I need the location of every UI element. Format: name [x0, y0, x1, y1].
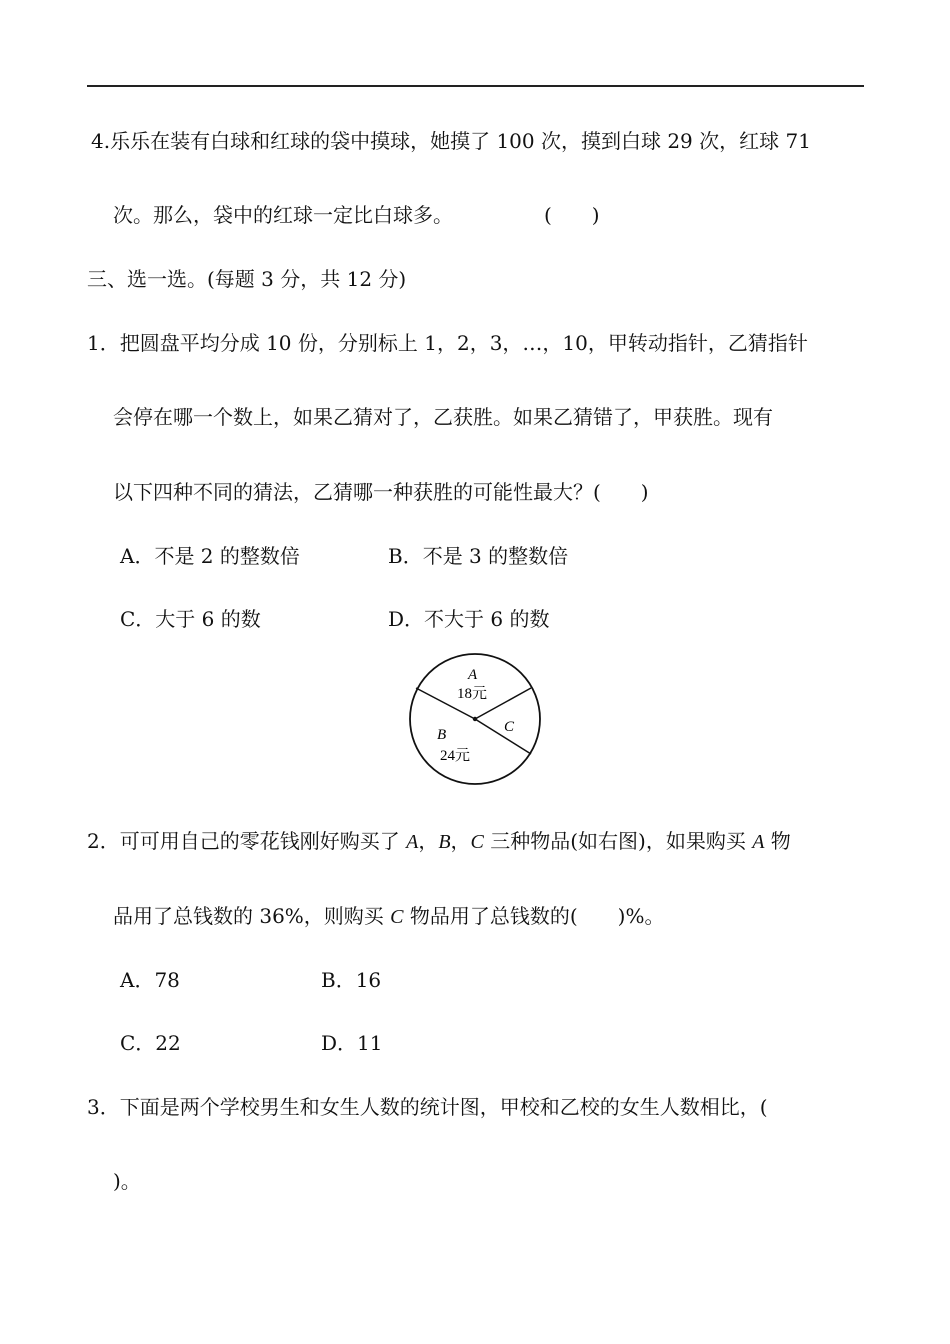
q4-line-2: 次。那么，袋中的红球一定比白球多。 [113, 203, 453, 227]
spending-circle-figure [400, 650, 550, 790]
s3q2-line-2-post: 物品用了总钱数的( )%。 [403, 904, 665, 928]
s3q2-line-1-post: 三种物品(如右图)，如果购买 [483, 829, 753, 853]
s3q1-option-c: C．大于 6 的数 [120, 607, 261, 631]
q4-answer-paren: ( ) [544, 203, 600, 227]
s3q1-line-3: 以下四种不同的猜法，乙猜哪一种获胜的可能性最大？( ) [113, 480, 649, 504]
s3q2-var-a: A [406, 831, 419, 853]
price-b: 24元 [440, 748, 471, 764]
price-a: 18元 [457, 686, 488, 702]
s3q2-line-1-end: 物 [764, 829, 791, 853]
s3q1-line-2: 会停在哪一个数上，如果乙猜对了，乙获胜。如果乙猜错了，甲获胜。现有 [113, 405, 773, 429]
s3q2-sep-2: ， [450, 829, 471, 853]
label-b: B [437, 727, 447, 743]
s3q2-option-c: C．22 [120, 1031, 181, 1055]
header-rule [87, 85, 864, 87]
q4-line-1: 4.乐乐在装有白球和红球的袋中摸球，她摸了 100 次，摸到白球 29 次，红球 71 [91, 129, 811, 153]
s3q1-option-d: D．不大于 6 的数 [388, 607, 550, 631]
s3q3-line-1: 3．下面是两个学校男生和女生人数的统计图，甲校和乙校的女生人数相比，( [87, 1095, 768, 1119]
s3q2-var-a-2: A [752, 831, 765, 853]
s3q2-var-c-2: C [390, 906, 404, 928]
s3q1-option-a: A．不是 2 的整数倍 [120, 544, 300, 568]
s3q2-line-1-pre: 2．可可用自己的零花钱刚好购买了 [87, 829, 407, 853]
s3q1-line-1: 1．把圆盘平均分成 10 份，分别标上 1，2，3，…，10，甲转动指针，乙猜指针 [87, 331, 808, 355]
label-a: A [468, 667, 478, 683]
s3q2-option-d: D．11 [321, 1031, 383, 1055]
s3q2-line-1 [87, 827, 791, 856]
s3q2-option-b: B．16 [321, 968, 382, 992]
s3q2-line-2-pre: 品用了总钱数的 36%，则购买 [113, 904, 391, 928]
s3q2-var-c: C [470, 831, 484, 853]
s3q2-line-2 [113, 902, 664, 931]
section-3-heading: 三、选一选。(每题 3 分，共 12 分) [87, 267, 407, 291]
center-dot [473, 717, 477, 721]
s3q2-var-b: B [438, 831, 451, 853]
s3q2-option-a: A．78 [120, 968, 180, 992]
s3q1-option-b: B．不是 3 的整数倍 [388, 544, 569, 568]
s3q3-line-2: )。 [113, 1169, 141, 1193]
divider-b-c [475, 719, 531, 754]
s3q2-sep-1: ， [418, 829, 439, 853]
label-c: C [504, 719, 515, 735]
